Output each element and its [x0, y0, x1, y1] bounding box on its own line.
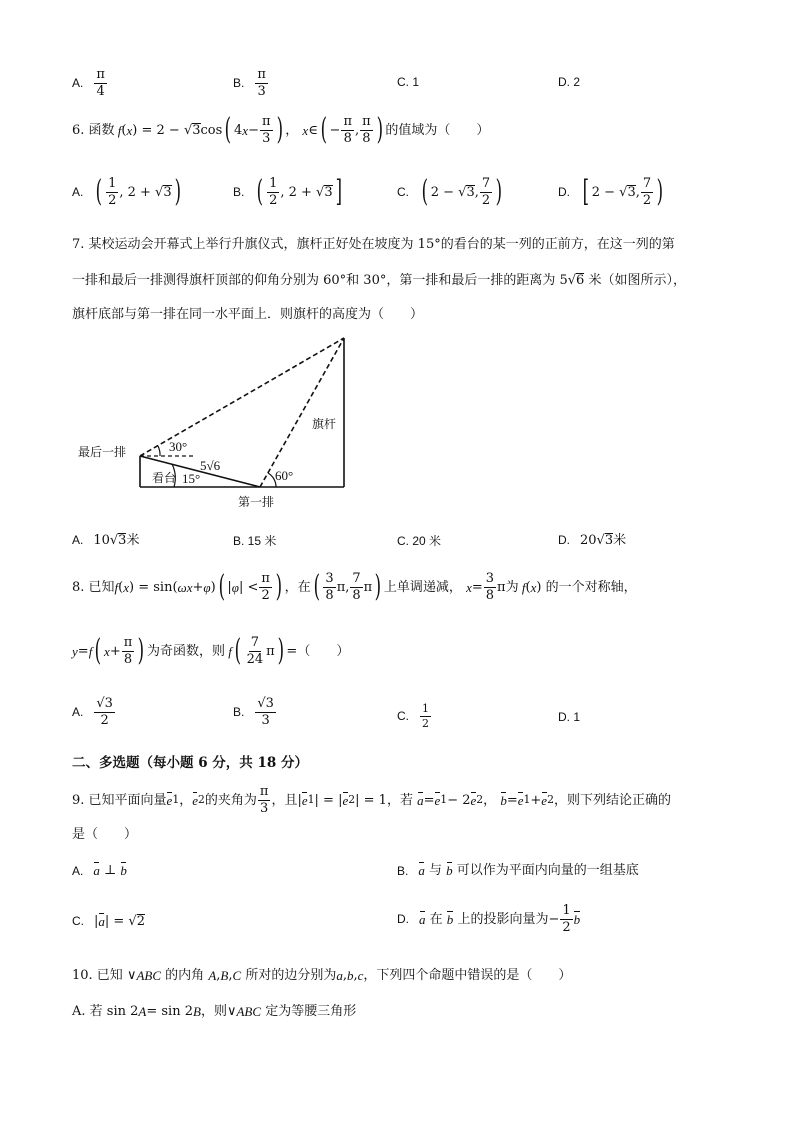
fraction: $\frac{\pi}{3}$ [257, 67, 266, 99]
q9-stem-line-1: 9. 已知平面向量 e 1 ， e 2 的夹角为 $\frac{\pi}{3}$ ，且 | e 1 | = | e 2 | = 1 ，若 a = e 1 − 2 e 2 ， b = e 1 + e 2 ，则下列结论正确的 [72, 784, 671, 816]
label-first-row: 第一排 [238, 495, 275, 509]
q9-option-c: C. | a | = √ 2 [72, 913, 145, 929]
q7-line-1: 7. 某校运动会开幕式上举行升旗仪式，旗杆正好处在坡度为 15°的看台的某一列的正前方，在这一列的第 [72, 237, 675, 252]
label-last-row: 最后一排 [78, 445, 127, 459]
fraction: $\frac{\pi}{4}$ [96, 67, 105, 99]
label-15: 15° [182, 471, 201, 486]
q8-stem-line-1: 8. 已知 f ( x ) = sin( ωx + φ ) ( | φ | < $\frac{\pi}{2}$ ) ，在 ( $\frac{3}{8}$ π, $\frac{7}{8}$ π ) 上单调递减， x = $\frac{3}{8}$ π 为 f ( x ) 的一个对称轴， [72, 569, 637, 605]
label-pole: 旗杆 [312, 417, 337, 431]
q5-option-c: C. 1 [397, 75, 420, 89]
q7-option-b: B. 15 米 [233, 534, 277, 548]
q6-stem: 6. 函数 f ( x ) = 2 − √ 3 cos ( 4 x − $\frac{\pi}{3}$ ) ， x ∈ ( − $\frac{\pi}{8}$ , $\frac{\pi}{8}$ ) 的值域为（ ） [72, 112, 490, 148]
section-2-title: 二、多选题（每小题 6 分，共 18 分） [72, 755, 308, 771]
q8-option-a: A. $\frac{√3}{2}$ [72, 696, 113, 728]
q8-option-c: C. $\frac{1}{2}$ [397, 702, 429, 730]
q7-option-a: A. 10√ 3 米 [72, 532, 140, 548]
label-distance: 5√6 [200, 458, 221, 473]
q6-option-c: C. ( 2 − √ 3 , $\frac{7}{2}$ ) [397, 174, 503, 210]
label-60: 60° [275, 468, 294, 483]
q7-option-d: D. 20√ 3 米 [558, 532, 627, 548]
q7-option-c: C. 20 米 [397, 534, 442, 548]
label-stand: 看台 [152, 471, 177, 485]
q9-option-b: B. a 与 b 可以作为平面内向量的一组基底 [397, 863, 639, 878]
q6-option-a: A. ( $\frac{1}{2}$ , 2 + √ 3 ) [72, 174, 181, 210]
sight-line-first-row [260, 338, 344, 487]
q10-stem: 10. 已知 ∨ ABC 的内角 A , B , C 所对的边分别为 a , b , c ，下列四个命题中错误的是（ ） [72, 968, 572, 983]
q5-option-b: B. $\frac{\pi}{3}$ [233, 67, 266, 99]
q5-option-d: D. 2 [558, 75, 581, 89]
q8-stem-line-2: y = f ( x + $\frac{\pi}{8}$ ) 为奇函数，则 f ( $\frac{7}{24}$ π ) = （ ） [72, 633, 350, 669]
angle-arc-30 [158, 446, 160, 456]
q8-option-b: B. $\frac{√3}{3}$ [233, 696, 274, 728]
q9-stem-line-2: 是（ ） [72, 827, 138, 842]
q9-option-d: D. a 在 b 上的投影向量为 − $\frac{1}{2}$ b [397, 903, 581, 935]
q5-option-a: A. $\frac{\pi}{4}$ [72, 67, 105, 99]
q6-option-b: B. ( $\frac{1}{2}$ , 2 + √ 3 ] [233, 174, 342, 210]
q7-line-3: 旗杆底部与第一排在同一水平面上．则旗杆的高度为（ ） [72, 307, 424, 322]
q6-option-d: D. [ 2 − √ 3 , $\frac{7}{2}$ ) [558, 174, 664, 210]
q8-option-d: D. 1 [558, 710, 581, 724]
q7-line-2: 一排和最后一排测得旗杆顶部的仰角分别为 60°和 30°，第一排和最后一排的距离为 5√ 6 米（如图所示）， [72, 272, 686, 288]
q10-option-a: A. 若 sin 2 A = sin 2 B ，则 ∨ ABC 定为等腰三角形 [72, 1004, 357, 1019]
q9-option-a: A. a ⊥ b [72, 863, 127, 878]
q7-figure [72, 330, 392, 515]
label-30: 30° [169, 439, 188, 454]
